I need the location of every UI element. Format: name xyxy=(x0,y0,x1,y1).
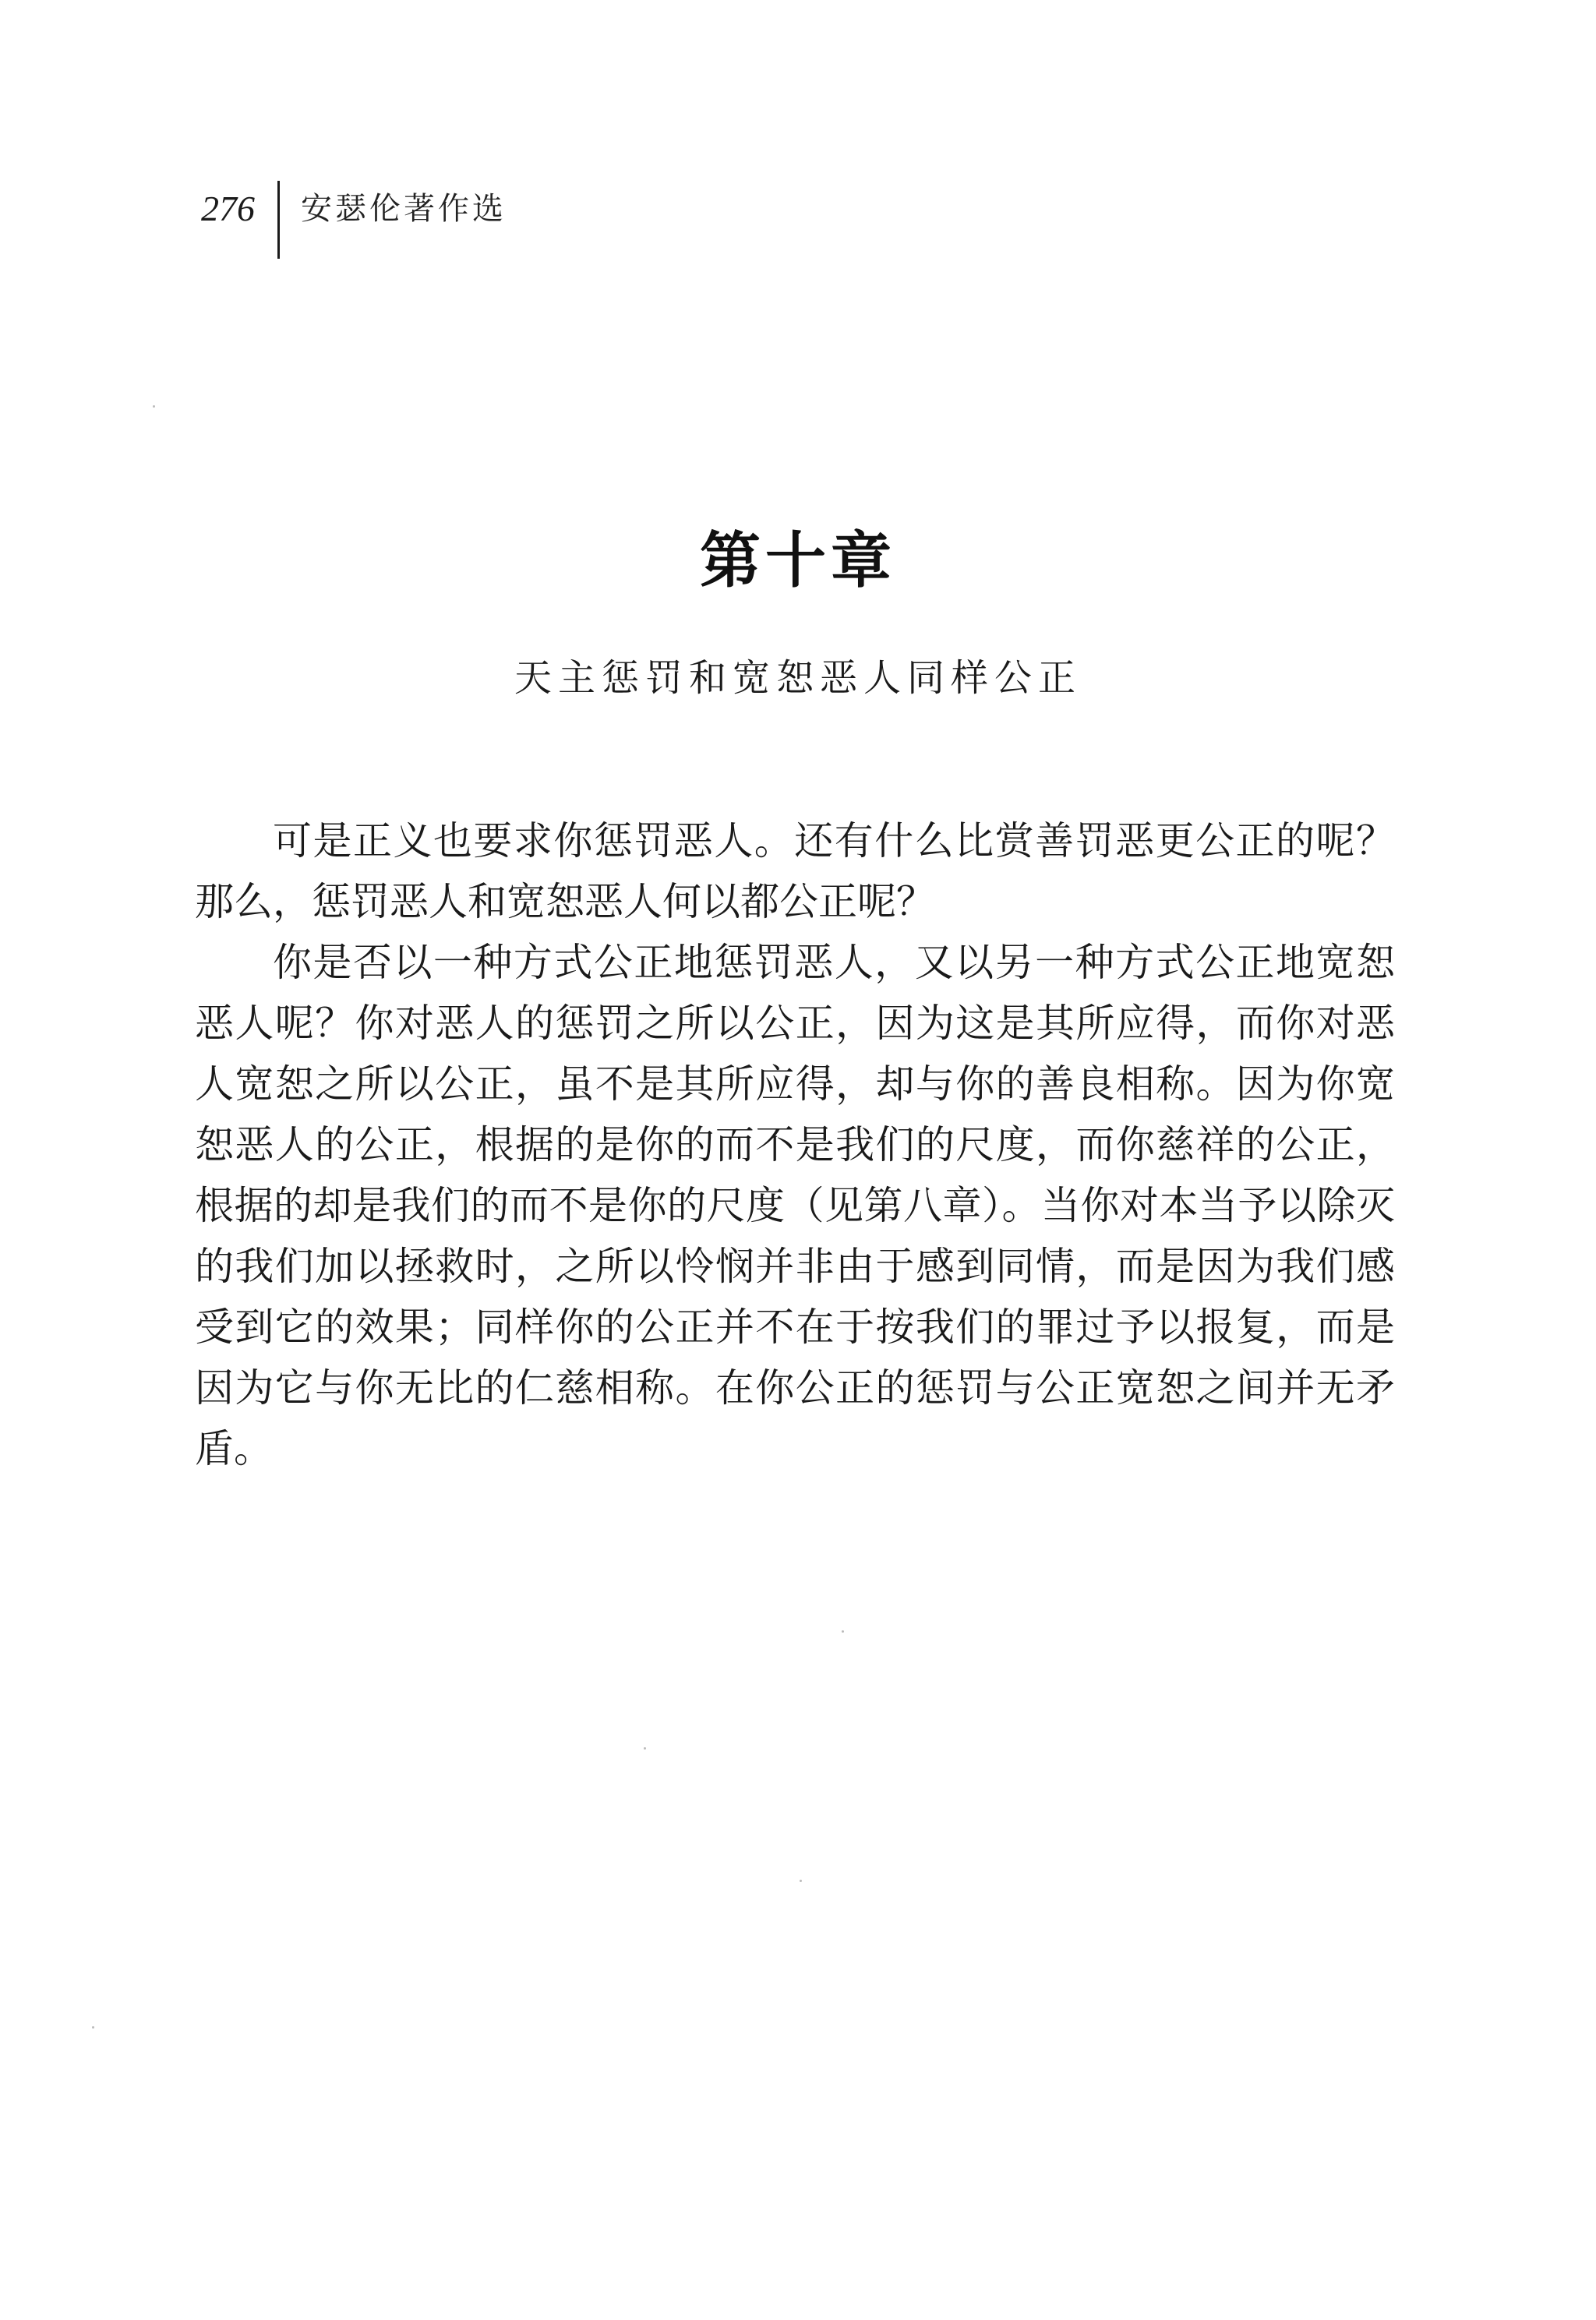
page-number: 276 xyxy=(201,189,255,228)
scan-speck xyxy=(153,405,155,408)
body-text xyxy=(195,810,1395,1479)
scan-speck xyxy=(92,2026,94,2029)
scan-speck xyxy=(800,1880,802,1882)
paragraph: 可是正义也要求你惩罚恶人。还有什么比赏善罚恶更公正的呢？那么，惩罚恶人和宽恕恶人何以都公正呢？ xyxy=(195,818,1395,924)
chapter-subtitle: 天主惩罚和宽恕恶人同样公正 xyxy=(514,656,1082,700)
paragraph: 你是否以一种方式公正地惩罚恶人，又以另一种方式公正地宽恕恶人呢？你对恶人的惩罚之所以公正，因为这是其所应得，而你对恶人宽恕之所以公正，虽不是其所应得，却与你的善良相称。因为你宽恕恶人的公正，根据的是你的而不是我们的尺度，而你慈祥的公正，根据的却是我们的而不是你的尺度（见第八章）。当你对本当予以除灭的我们加以拯救时，之所以怜悯并非由于感到同情，而是因为我们感受到它的效果；同样你的公正并不在于按我们的罪过予以报复，而是因为它与你无比的仁慈相称。在你公正的惩罚与公正宽恕之间并无矛盾。 xyxy=(195,940,1395,1471)
scan-speck xyxy=(644,1747,646,1750)
header-divider xyxy=(277,181,280,259)
chapter-title: 第十章 xyxy=(699,525,896,596)
scan-speck xyxy=(842,1630,844,1633)
running-title: 安瑟伦著作选 xyxy=(301,191,507,227)
